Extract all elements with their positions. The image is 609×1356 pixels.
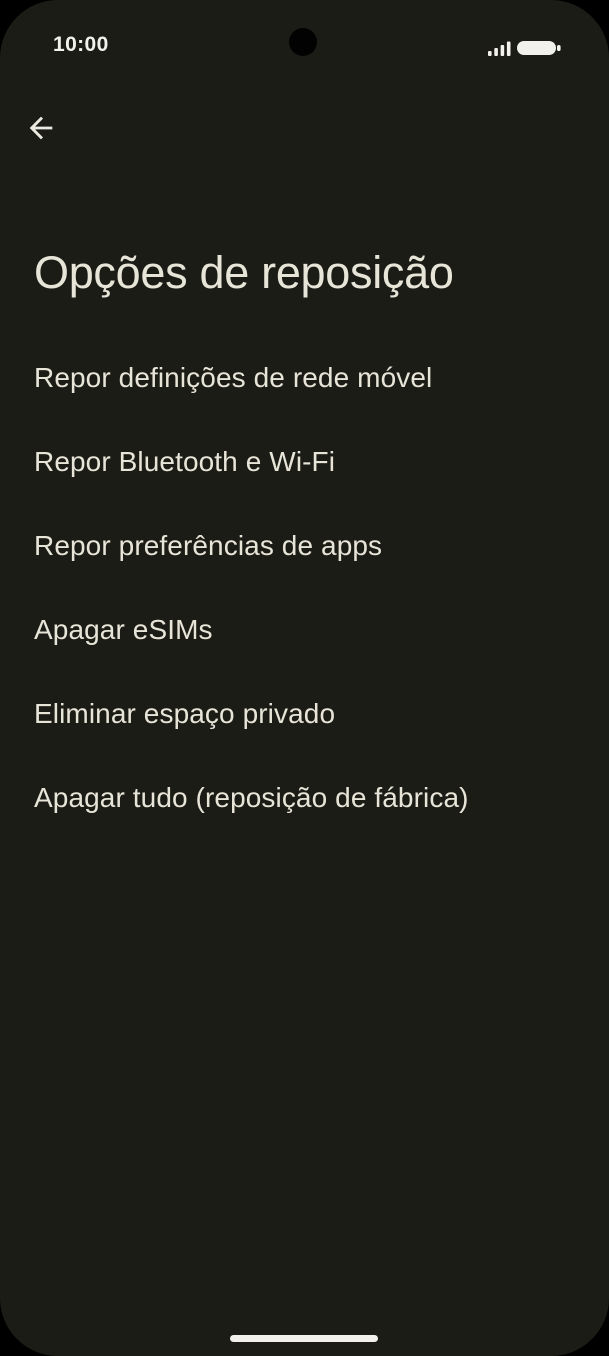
list-item-reset-app-preferences[interactable] (0, 504, 609, 588)
list-item-label: Repor Bluetooth e Wi-Fi (34, 446, 336, 477)
back-button[interactable] (20, 108, 62, 150)
arrow-left-icon (24, 111, 58, 148)
list-item-label: Apagar tudo (reposição de fábrica) (34, 782, 469, 813)
cellular-signal-icon (488, 41, 511, 61)
battery-icon (517, 40, 561, 61)
list-item-label: Apagar eSIMs (34, 614, 213, 645)
list-item-label: Repor preferências de apps (34, 530, 383, 561)
list-item-label: Eliminar espaço privado (34, 698, 336, 729)
camera-punch-hole (289, 28, 317, 56)
status-bar (0, 0, 609, 70)
list-item-delete-private-space[interactable] (0, 672, 609, 756)
status-bar-clock: 10:00 (53, 33, 109, 56)
status-bar-icons (488, 40, 561, 61)
list-item-label: Repor definições de rede móvel (34, 362, 433, 393)
list-item-erase-esims[interactable] (0, 588, 609, 672)
home-indicator-bar[interactable] (230, 1335, 378, 1342)
list-item-factory-reset[interactable] (0, 756, 609, 840)
list-item-reset-bluetooth-wifi[interactable] (0, 420, 609, 504)
page-title: Opções de reposição (34, 247, 454, 298)
list-item-reset-mobile-network[interactable] (0, 336, 609, 420)
reset-options-list (0, 336, 609, 840)
